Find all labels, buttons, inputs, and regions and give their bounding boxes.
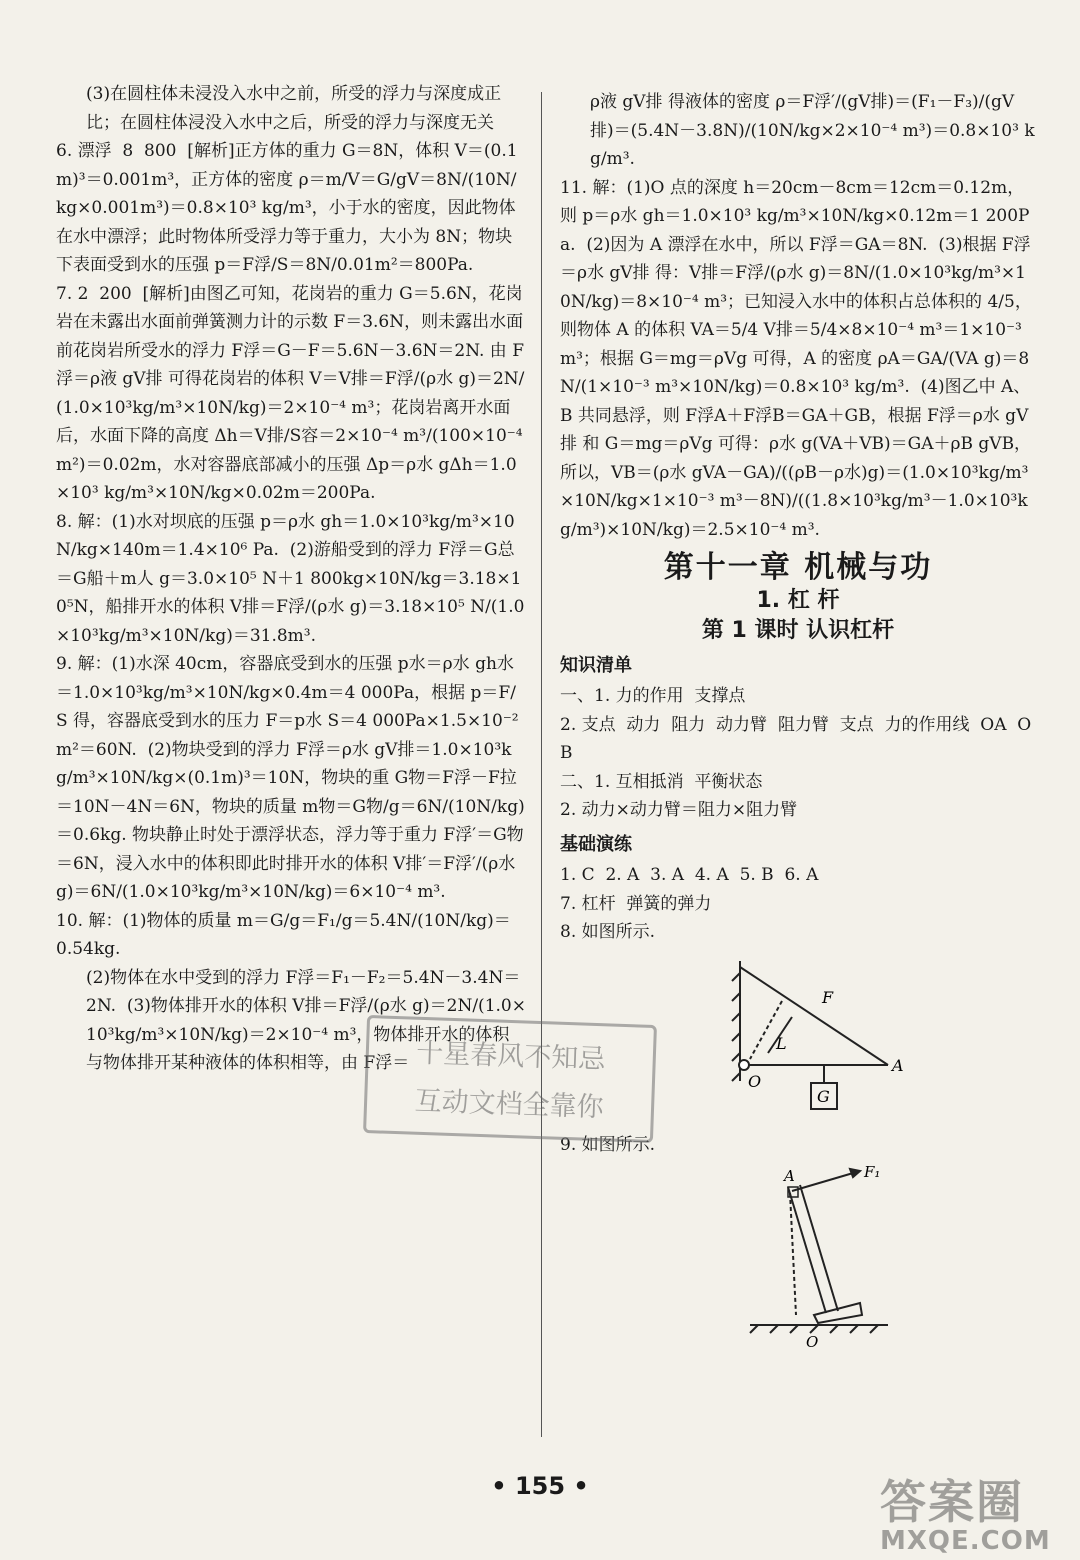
watermark-en: MXQE.COM — [880, 1526, 1051, 1556]
knowledge-heading: 知识清单 — [560, 654, 632, 676]
stamp-line-1: 十星春风不知忌 — [415, 1037, 606, 1076]
right-column — [560, 88, 1036, 1363]
fig8-label-o: O — [748, 1071, 762, 1091]
section-title: 1. 杠 杆 — [756, 587, 840, 613]
answer-line: (2)物体在水中受到的浮力 F浮＝F₁－F₂＝5.4N－3.4N＝2N. (3)物体排开水的体积 V排＝F浮/(ρ水 g)＝2N/(1.0×10³kg/m³×10N/kg)＝2×10⁻⁴ m³，物体排开水的体积与物体排开某种液体的体积相等，由 F浮＝ — [86, 967, 526, 1073]
practice-heading: 基础演练 — [560, 833, 632, 855]
knowledge-line: 2. 支点 动力 阻力 动力臂 阻力臂 支点 力的作用线 OA OB — [560, 714, 1032, 763]
answer-line: 10. 解：(1)物体的质量 m＝G/g＝F₁/g＝5.4N/(10N/kg)＝0.54kg. — [56, 910, 511, 959]
stamp-line-2: 互动文档全靠你 — [414, 1085, 605, 1124]
practice-line: 9. 如图所示. — [560, 1134, 656, 1155]
fig8-label-g: G — [817, 1086, 830, 1106]
practice-line: 7. 杠杆 弹簧的弹力 — [560, 893, 712, 914]
answer-line: 9. 解：(1)水深 40cm，容器底受到水的压强 p水＝ρ水 gh水＝1.0×10³kg/m³×10N/kg×0.4m＝4 000Pa，根据 p＝F/S 得，容器底受到水的压力 F＝p水 S＝4 000Pa×1.5×10⁻² m²＝60N. (2)物块受到的浮力 F浮＝ρ水 gV排＝1.0×10³kg/m³×10N/kg×(0.1m)³＝10N，物块的重 G物＝F浮－F拉＝10N－4N＝6N，物块的质量 m物＝G物/g＝6N/(10N/kg)＝0.6kg. 物块静止时处于漂浮状态，浮力等于重力 F浮′＝G物＝6N，浸入水中的体积即此时排开水的体积 V排′＝F浮′/(ρ水 g)＝6N/(1.0×10³kg/m³×10N/kg)＝6×10⁻⁴ m³. — [56, 654, 525, 902]
left-column — [56, 80, 526, 1078]
answer-line: 11. 解：(1)O 点的深度 h＝20cm－8cm＝12cm＝0.12m，则 p＝ρ水 gh＝1.0×10³ kg/m³×10N/kg×0.12m＝1 200Pa. (2)因为 A 漂浮在水中，所以 F浮＝GA＝8N. (3)根据 F浮＝ρ水 gV排 得：V排＝F浮/(ρ水 g)＝8N/(1.0×10³kg/m³×10N/kg)＝8×10⁻⁴ m³；已知浸入水中的体积占总体积的 4/5，则物体 A 的体积 VA＝5/4 V排＝5/4×8×10⁻⁴ m³＝1×10⁻³ m³；根据 G＝mg＝ρVg 可得，A 的密度 ρA＝GA/(VA g)＝8N/(1×10⁻³ m³×10N/kg)＝0.8×10³ kg/m³. (4)图乙中 A、B 共同悬浮，则 F浮A＋F浮B＝GA＋GB，根据 F浮＝ρ水 gV排 和 G＝mg＝ρVg 可得：ρ水 g(VA＋VB)＝GA＋ρB gVB，所以，VB＝(ρ水 gVA－GA)/((ρB－ρ水)g)＝(1.0×10³kg/m³×10N/kg×1×10⁻³ m³－8N)/((1.8×10³kg/m³－1.0×10³kg/m³)×10N/kg)＝2.5×10⁻⁴ m³. — [560, 177, 1032, 540]
answer-line: (3)在圆柱体未浸没入水中之前，所受的浮力与深度成正比；在圆柱体浸没入水中之后，所受的浮力与深度无关 — [86, 84, 502, 133]
chapter-title: 第十一章 机械与功 — [663, 550, 933, 585]
fig8-label-a: A — [892, 1055, 904, 1075]
answer-line: 8. 解：(1)水对坝底的压强 p＝ρ水 gh＝1.0×10³kg/m³×10N/kg×140m＝1.4×10⁶ Pa. (2)游船受到的浮力 F浮＝G总＝G船＋m人 g＝3.0×10⁵ N＋1 800kg×10N/kg＝3.18×10⁵N，船排开水的体积 V排＝F浮/(ρ水 g)＝3.18×10⁵ N/(1.0×10³kg/m³×10N/kg)＝31.8m³. — [56, 511, 525, 646]
knowledge-line: 二、1. 互相抵消 平衡状态 — [560, 771, 763, 792]
practice-line: 1. C 2. A 3. A 4. A 5. B 6. A — [560, 865, 819, 885]
fig9-label-o: O — [806, 1333, 819, 1351]
watermark-logo — [880, 1466, 1070, 1556]
fig9-label-a: A — [784, 1167, 795, 1185]
fig9-label-f1: F₁ — [864, 1165, 881, 1181]
knowledge-line: 一、1. 力的作用 支撑点 — [560, 686, 746, 706]
answer-line: ρ液 gV排 得液体的密度 ρ＝F浮′/(gV排)＝(F₁－F₃)/(gV排)＝(5.4N－3.8N)/(10N/kg×2×10⁻⁴ m³)＝0.8×10³ kg/m³. — [590, 92, 1035, 169]
watermark-cn: 答案圈 — [880, 1475, 1024, 1529]
answer-line: 6. 漂浮 8 800 [解析]正方体的重力 G＝8N，体积 V＝(0.1m)³＝0.001m³，正方体的密度 ρ＝m/V＝G/gV＝8N/(10N/kg×0.001m³)＝0.8×10³ kg/m³，小于水的密度，因此物体在水中漂浮；此时物体所受浮力等于重力，大小为 8N；物块下表面受到水的压强 p＝F浮/S＝8N/0.01m²＝800Pa. — [56, 141, 518, 275]
practice-line: 8. 如图所示. — [560, 922, 656, 942]
column-divider — [541, 92, 542, 1437]
lesson-title: 第 1 课时 认识杠杆 — [701, 618, 895, 643]
lever-figure-9 — [560, 1165, 1036, 1355]
knowledge-line: 2. 动力×动力臂＝阻力×阻力臂 — [560, 800, 798, 820]
fig8-label-f: F — [822, 987, 834, 1007]
page-number: • 155 • — [491, 1472, 589, 1500]
fig8-label-l: L — [776, 1033, 787, 1053]
ink-stamp — [363, 1015, 657, 1143]
answer-line: 7. 2 200 [解析]由图乙可知，花岗岩的重力 G＝5.6N，花岗岩在未露出水面前弹簧测力计的示数 F＝3.6N，则未露出水面前花岗岩所受水的浮力 F浮＝G－F＝5.6N－3.6N＝2N. 由 F浮＝ρ液 gV排 可得花岗岩的体积 V＝V排＝F浮/(ρ水 g)＝2N/(1.0×10³kg/m³×10N/kg)＝2×10⁻⁴ m³；花岗岩离开水面后，水面下降的高度 Δh＝V排/S容＝2×10⁻⁴ m³/(100×10⁻⁴ m²)＝0.02m，水对容器底部减小的压强 Δp＝ρ水 gΔh＝1.0×10³ kg/m³×10N/kg×0.02m＝200Pa. — [56, 283, 528, 503]
